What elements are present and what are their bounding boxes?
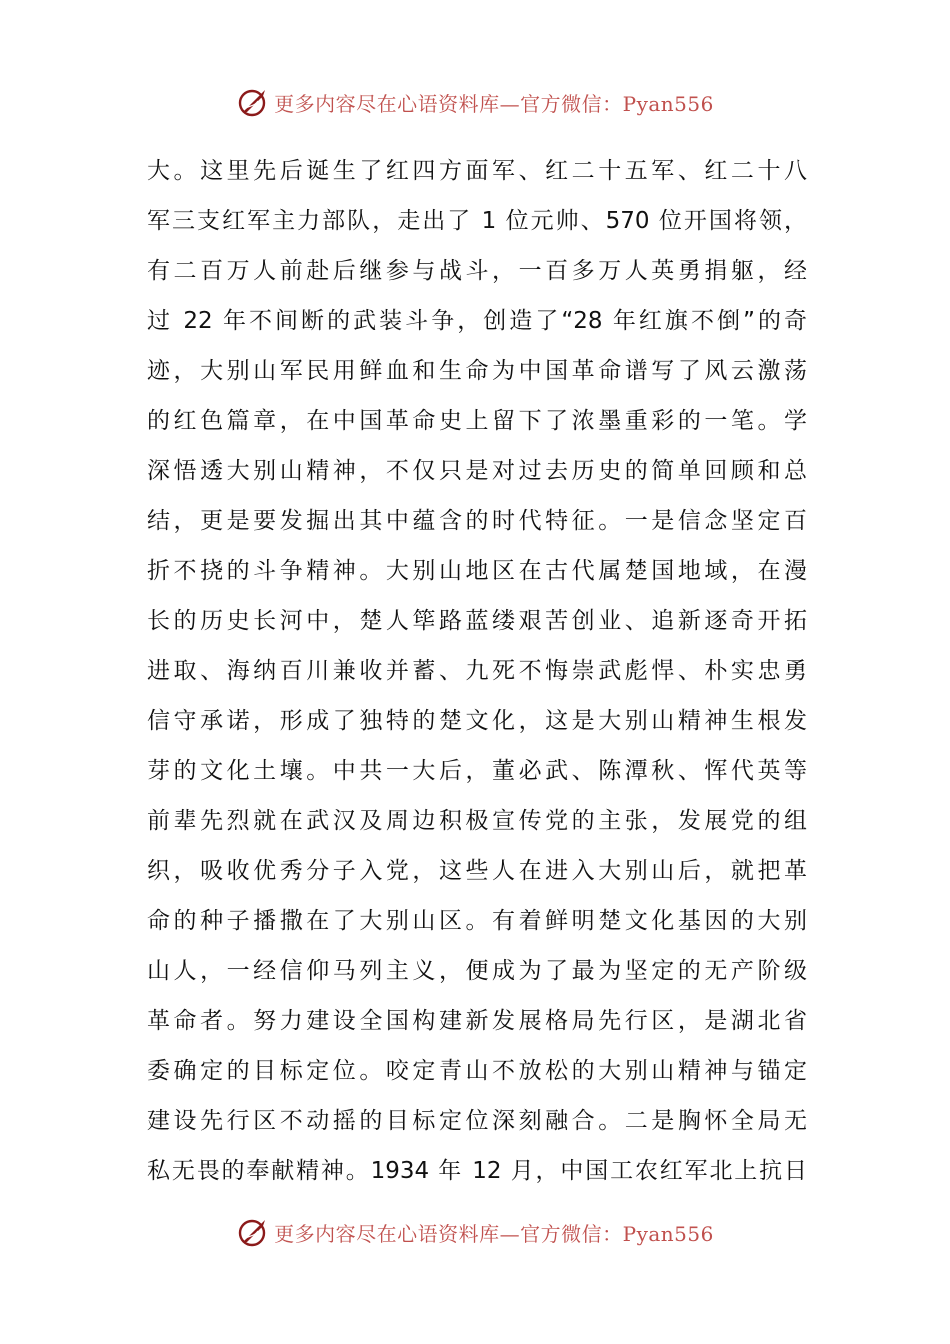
body-paragraph	[147, 146, 807, 1196]
header-watermark-text: 更多内容尽在心语资料库—官方微信：Pyan556	[274, 91, 714, 116]
pen-logo-icon	[236, 1215, 270, 1249]
text-line: 私无畏的奉献精神。1934 年 12 月，中国工农红军北上抗日	[147, 1158, 807, 1184]
pen-logo-icon	[236, 85, 270, 119]
text-line: 建设先行区不动摇的目标定位深刻融合。二是胸怀全局无	[147, 1108, 807, 1134]
text-line: 山人，一经信仰马列主义，便成为了最为坚定的无产阶级	[147, 958, 807, 984]
text-line: 长的历史长河中，楚人筚路蓝缕艰苦创业、追新逐奇开拓	[147, 608, 807, 634]
text-line: 军三支红军主力部队，走出了 1 位元帅、570 位开国将领，	[147, 208, 807, 234]
text-line: 织，吸收优秀分子入党，这些人在进入大别山后，就把革	[147, 858, 807, 884]
text-line: 进取、海纳百川兼收并蓄、九死不悔崇武彪悍、朴实忠勇	[147, 658, 807, 684]
text-line: 有二百万人前赴后继参与战斗，一百多万人英勇捐躯，经	[147, 258, 807, 284]
text-line: 芽的文化土壤。中共一大后，董必武、陈潭秋、恽代英等	[147, 758, 807, 784]
footer-watermark-text: 更多内容尽在心语资料库—官方微信：Pyan556	[274, 1221, 714, 1246]
text-line: 折不挠的斗争精神。大别山地区在古代属楚国地域，在漫	[147, 558, 807, 584]
text-line: 前辈先烈就在武汉及周边积极宣传党的主张，发展党的组	[147, 808, 807, 834]
text-line: 革命者。努力建设全国构建新发展格局先行区，是湖北省	[147, 1008, 807, 1034]
text-line: 迹，大别山军民用鲜血和生命为中国革命谱写了风云激荡	[147, 358, 807, 384]
text-line: 深悟透大别山精神，不仅只是对过去历史的简单回顾和总	[147, 458, 807, 484]
footer-watermark-banner	[0, 1212, 950, 1252]
text-line: 命的种子播撒在了大别山区。有着鲜明楚文化基因的大别	[147, 908, 807, 934]
text-line: 信守承诺，形成了独特的楚文化，这是大别山精神生根发	[147, 708, 807, 734]
text-line: 结，更是要发掘出其中蕴含的时代特征。一是信念坚定百	[147, 508, 807, 534]
header-watermark-banner	[0, 82, 950, 122]
text-line: 过 22 年不间断的武装斗争，创造了“28 年红旗不倒”的奇	[147, 308, 807, 334]
text-line: 委确定的目标定位。咬定青山不放松的大别山精神与锚定	[147, 1058, 807, 1084]
text-line: 大。这里先后诞生了红四方面军、红二十五军、红二十八	[147, 158, 807, 184]
text-line: 的红色篇章，在中国革命史上留下了浓墨重彩的一笔。学	[147, 408, 807, 434]
